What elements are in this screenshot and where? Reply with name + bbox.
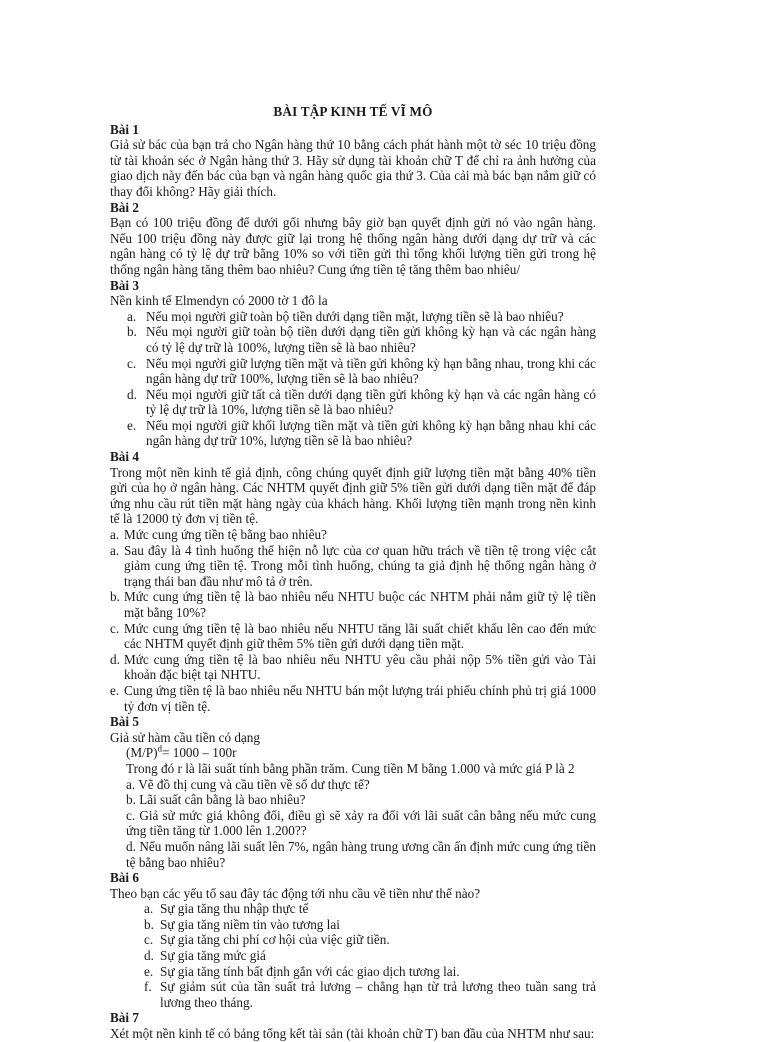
question-item <box>110 589 596 620</box>
exercise-heading: Bài 4 <box>110 449 139 465</box>
exercise-heading: Bài 3 <box>110 277 139 293</box>
question-text: Nếu muốn nâng lãi suất lên 7%, ngân hàng trung ương cần ấn định mức cung ứng tiền tệ bằng bao nhiêu? <box>126 838 597 870</box>
question-item <box>110 418 596 449</box>
exercise-intro: Nền kinh tế Elmendyn có 2000 tờ 1 đô la <box>110 293 328 309</box>
question-item <box>110 356 596 387</box>
question-label: b. <box>110 589 120 605</box>
question-label: b. <box>144 916 154 932</box>
exercise-heading: Bài 1 <box>110 121 139 137</box>
question-text: Mức cung ứng tiền tệ là bao nhiêu nếu NHTU buộc các NHTM phải nắm giữ tỷ lệ tiền mặt bằng 10%? <box>124 589 596 620</box>
question-list <box>110 527 596 714</box>
question-text: Sự gia tăng chi phí cơ hội của việc giữ tiền. <box>160 932 390 948</box>
question-item <box>110 652 596 683</box>
equation-left: (M/P) <box>126 745 158 761</box>
question-text: Sự giảm sút của tần suất trả lương – chẳng hạn từ trả lương theo tuần sang trả lương theo tháng. <box>160 979 596 1010</box>
exercise-3 <box>110 278 596 450</box>
exercise-heading: Bài 7 <box>110 1010 139 1026</box>
question-list <box>110 901 596 1010</box>
question-label: a. <box>110 542 120 558</box>
question-label: a. <box>126 776 136 792</box>
exercise-intro: Theo bạn các yếu tố sau đây tác động tới nhu cầu về tiền như thế nào? <box>110 885 481 901</box>
question-text: Mức cung ứng tiền tệ là bao nhiêu nếu NHTU tăng lãi suất chiết khấu lên cao đến mức các NHTM quyết định giữ thêm 5% tiền gửi dưới dạng tiền mặt. <box>124 620 596 652</box>
question-label: b. <box>126 792 136 808</box>
question-item <box>110 964 596 980</box>
question-list <box>110 777 596 871</box>
document-title: BÀI TẬP KINH TẾ VĨ MÔ <box>273 104 433 119</box>
question-label: f. <box>144 979 152 995</box>
exercise-heading: Bài 5 <box>110 714 139 730</box>
question-text: Mức cung ứng tiền tệ bằng bao nhiêu? <box>124 527 327 543</box>
question-label: e. <box>127 417 137 433</box>
question-item <box>110 309 596 325</box>
exercise-4 <box>110 449 596 714</box>
exercise-1 <box>110 122 596 200</box>
exercise-heading: Bài 2 <box>110 199 139 215</box>
equation-superscript: d <box>157 743 163 754</box>
exercise-7 <box>110 1010 596 1041</box>
question-text: Nếu mọi người giữ tất cả tiền dưới dạng tiền gửi không kỳ hạn và các ngân hàng có tỷ lệ dự trữ là 10%, lượng tiền sẽ là bao nhiêu? <box>146 386 596 418</box>
question-item <box>110 808 596 839</box>
question-label: b. <box>127 324 137 340</box>
question-item <box>110 324 596 355</box>
question-label: d. <box>110 651 120 667</box>
question-text: Vẽ đồ thị cung và cầu tiền về số dư thực tế? <box>138 776 370 792</box>
question-text: Lãi suất cân bằng là bao nhiêu? <box>139 792 306 808</box>
question-item <box>110 917 596 933</box>
question-text: Mức cung ứng tiền tệ là bao nhiêu nếu NHTU yêu cầu phải nộp 5% tiền gửi vào Tài khoản đặc biệt tại NHTU. <box>124 651 596 683</box>
question-item <box>110 543 596 590</box>
question-item <box>110 792 596 808</box>
question-text: Cung ứng tiền tệ là bao nhiêu nếu NHTU bán một lượng trái phiếu chính phủ trị giá 1000 tỷ đơn vị tiền tệ. <box>124 682 596 714</box>
question-text: Sự gia tăng niềm tin vào tương lai <box>160 916 340 932</box>
exercise-text: Bạn có 100 triệu đồng để dưới gối nhưng bây giờ bạn quyết định gửi nó vào ngân hàng. Nếu 100 triệu đồng này được giữ lại trong hệ thống ngân hàng dưới dạng dự trữ và các ngân hàng có tỷ lệ dự trữ bằng 10% so với tiền gửi thì tổng khối lượng tiền gửi trong hệ thống ngân hàng tăng thêm bao nhiêu? Cung ứng tiền tệ tăng thêm bao nhiêu/ <box>110 215 596 277</box>
question-label: a. <box>144 901 154 917</box>
question-label: d. <box>126 838 136 854</box>
question-item <box>110 948 596 964</box>
exercise-text: Giả sử bác của bạn trả cho Ngân hàng thứ 10 bằng cách phát hành một tờ séc 10 triệu đồng từ tài khoản séc ở Ngân hàng thứ 3. Hãy sử dụng tài khoản chữ T để chỉ ra ảnh hưởng của giao dịch này đến bác của bạn và ngân hàng quốc gia thứ 3. Của cải mà bác bạn nắm giữ có thay đổi không? Hãy giải thích. <box>110 137 596 199</box>
question-item <box>110 387 596 418</box>
question-label: a. <box>110 527 120 543</box>
question-item <box>110 979 596 1010</box>
exercise-intro: Xét một nền kinh tế có bảng tổng kết tài sản (tài khoản chữ T) ban đầu của NHTM như sau: <box>110 1026 595 1042</box>
question-label: e. <box>110 682 120 698</box>
question-label: c. <box>110 620 120 636</box>
exercise-2 <box>110 200 596 278</box>
question-label: d. <box>127 386 137 402</box>
equation-right: = 1000 – 100r <box>162 745 237 761</box>
question-label: c. <box>126 807 136 823</box>
exercise-intro: Giả sử hàm cầu tiền có dạng <box>110 729 260 745</box>
question-item <box>110 901 596 917</box>
question-text: Sự gia tăng tính bất định gắn với các giao dịch tương lai. <box>160 963 460 979</box>
question-label: c. <box>144 932 154 948</box>
question-text: Nếu mọi người giữ toàn bộ tiền dưới dạng tiền mặt, lượng tiền sẽ là bao nhiêu? <box>146 308 564 324</box>
exercise-heading: Bài 6 <box>110 870 139 886</box>
question-text: Nếu mọi người giữ khối lượng tiền mặt và tiền gửi không kỳ hạn bằng nhau khi các ngân hàng dự trữ 10%, lượng tiền sẽ là bao nhiêu? <box>146 417 596 449</box>
question-text: Sự gia tăng thu nhập thực tế <box>160 901 309 917</box>
exercise-6 <box>110 870 596 1010</box>
question-label: d. <box>144 948 154 964</box>
question-label: e. <box>144 963 154 979</box>
question-item <box>110 621 596 652</box>
question-item <box>110 839 596 870</box>
question-list <box>110 309 596 449</box>
question-item <box>110 777 596 793</box>
money-demand-equation <box>110 745 596 761</box>
question-item <box>110 527 596 543</box>
question-label: c. <box>127 355 137 371</box>
question-text: Nếu mọi người giữ lượng tiền mặt và tiền gửi không kỳ hạn bằng nhau, trong khi các ngân hàng dự trữ 100%, lượng tiền sẽ là bao nhiêu? <box>146 355 596 387</box>
question-text: Sau đây là 4 tình huống thể hiện nỗ lực của cơ quan hữu trách về tiền tệ trong việc cắt giảm cung ứng tiền tệ. Trong mỗi tình huống, chúng ta giả định hệ thống ngân hàng ở trạng thái ban đầu như mô tả ở trên. <box>124 542 596 589</box>
exercise-text: Trong một nền kinh tế giả định, công chúng quyết định giữ lượng tiền mặt bằng 40% tiền gửi của họ ở ngân hàng. Các NHTM quyết định giữ 5% tiền gửi dưới dạng tiền mặt để đáp ứng nhu cầu rút tiền mặt hàng ngày của khách hàng. Khối lượng tiền mạnh trong nền kinh tế là 12000 tỷ đơn vị tiền tệ. <box>110 464 596 527</box>
document-body <box>110 104 596 1042</box>
question-text: Nếu mọi người giữ toàn bộ tiền dưới dạng tiền gửi không kỳ hạn và các ngân hàng có tỷ lệ dự trữ là 100%, lượng tiền sẽ là bao nhiêu? <box>146 324 596 355</box>
exercise-5 <box>110 714 596 870</box>
exercise-text: Trong đó r là lãi suất tính bằng phần trăm. Cung tiền M bằng 1.000 và mức giá P là 2 <box>126 760 575 776</box>
question-item <box>110 932 596 948</box>
question-text: Giả sử mức giá không đổi, điều gì sẽ xảy ra đối với lãi suất cân bằng nếu mức cung ứng tiền tăng từ 1.000 lên 1.200?? <box>126 807 596 839</box>
question-item <box>110 683 596 714</box>
question-text: Sự gia tăng mức giá <box>160 948 266 964</box>
question-label: a. <box>127 308 137 324</box>
